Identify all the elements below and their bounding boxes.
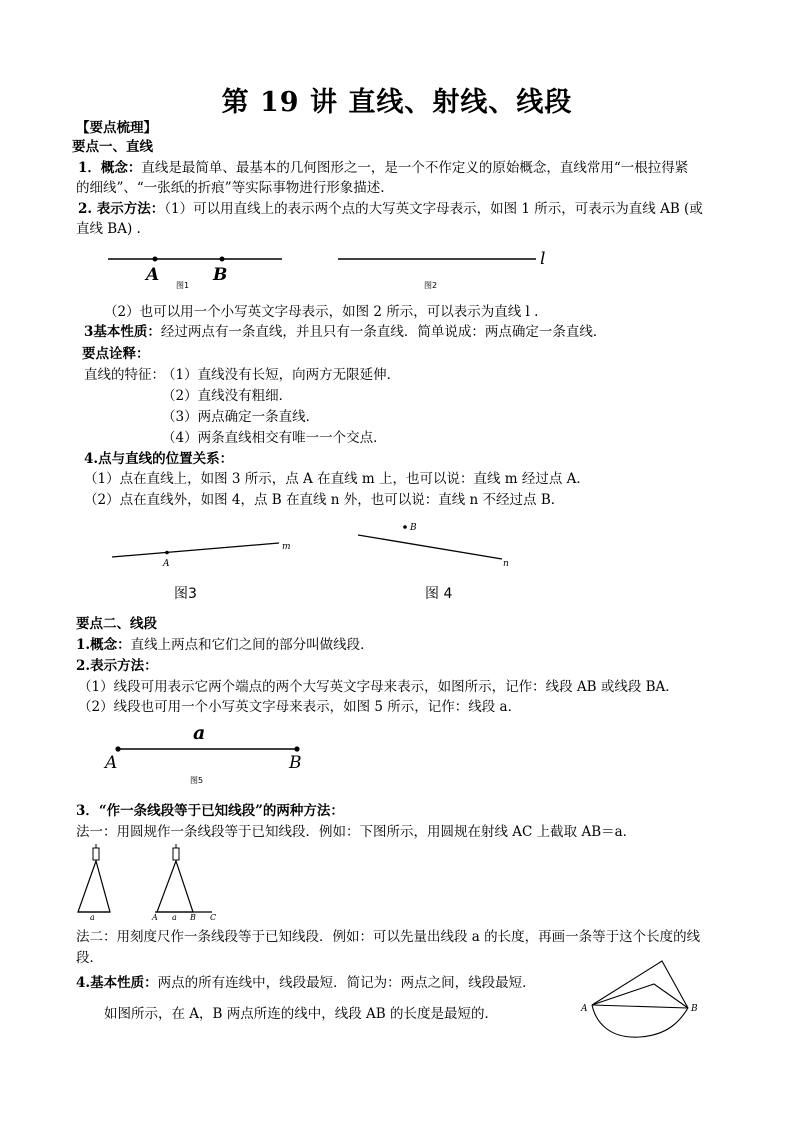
feature-item: （1）直线没有长短，向两方无限延伸． — [162, 367, 401, 383]
point-b — [220, 257, 225, 262]
summary-heading: 【要点梳理】 — [76, 120, 157, 136]
page-title: 第 19 讲 直线、射线、线段 — [221, 87, 573, 118]
concept-paragraph — [78, 158, 688, 178]
label-l: l — [540, 249, 546, 269]
segment-concept-text: 直线上两点和它们之间的部分叫做线段． — [130, 637, 374, 653]
concept-text-cont: 的细线”、“一张纸的折痕”等实际事物进行形象描述. — [76, 180, 385, 196]
label-endpoint-a: A — [105, 753, 118, 773]
position-text-2: （2）点在直线外，如图 4，点 B 在直线 n 外，也可以说：直线 n 不经过点 B． — [84, 492, 565, 508]
concept-text: 直线是最简单、最基本的几何图形之一，是一个不作定义的原始概念，直线常用“一根拉得紧 — [141, 160, 689, 176]
section-heading-line: 要点一、直线 — [72, 139, 153, 155]
curved-path — [592, 1005, 688, 1037]
property-paragraph — [84, 322, 606, 342]
position-text-1: （1）点在直线上，如图 3 所示，点 A 在直线 m 上，也可以说：直线 m 经过点 A． — [84, 471, 590, 487]
shortest-path-figure — [570, 955, 710, 1045]
label-b: B — [213, 265, 228, 285]
repr-text-cont: 直线 BA) . — [76, 221, 141, 237]
method-1: 法一：用圆规作一条线段等于已知线段．例如：下图所示，用圆规在射线 AC 上截取 AB＝a． — [76, 824, 637, 840]
feature-item: （3）两点确定一条直线． — [162, 409, 320, 425]
method-2: 法二：用刻度尺作一条线段等于已知线段．例如：可以先量出线段 a 的长度，再画一条等于这个长度的线 — [76, 929, 701, 945]
segment-property-example: 如图所示，在 A，B 两点所连的线中，线段 AB 的长度是最短的． — [104, 1006, 499, 1022]
point-b-off-n — [403, 525, 407, 529]
figure-3-4 — [0, 515, 794, 605]
compass1-label-a: a — [90, 913, 95, 922]
figure-5 — [0, 720, 794, 788]
position-label: 4.点与直线的位置关系： — [84, 451, 234, 467]
repr-label: 2. 表示方法： — [78, 201, 165, 217]
method-label: 3．“作一条线段等于已知线段”的两种方法： — [76, 803, 344, 819]
label-b-fig4: B — [410, 523, 417, 533]
compass2-label-a-lower: a — [172, 913, 177, 922]
compass2-label-c: C — [210, 913, 217, 922]
label-segment-a: a — [193, 722, 206, 744]
broken-path-upper — [592, 961, 688, 1008]
repr-paragraph — [78, 199, 703, 219]
explanation-label: 要点诠释： — [82, 346, 150, 362]
feature-item: （4）两条直线相交有唯一一个交点． — [162, 430, 387, 446]
label-a-shortest: A — [581, 1004, 588, 1014]
label-endpoint-b: B — [289, 753, 302, 773]
feature-item: （2）直线没有粗细． — [162, 388, 293, 404]
figure-1-2 — [0, 240, 794, 295]
point-a — [153, 257, 158, 262]
line-m — [112, 543, 279, 557]
segment-concept — [76, 635, 374, 655]
fig5-caption: 图5 — [190, 776, 204, 785]
segment-repr-1: （1）线段可用表示它两个端点的两个大写英文字母来表示，如图所示，记作：线段 AB 或线段 BA． — [78, 679, 679, 695]
fig1-caption: 图1 — [176, 281, 190, 290]
segment-concept-label: 1.概念： — [76, 637, 131, 653]
compass-figures — [0, 840, 794, 925]
property-text: 经过两点有一条直线，并且只有一条直线．简单说成：两点确定一条直线． — [160, 324, 607, 340]
fig3-caption: 图3 — [174, 586, 197, 602]
label-a-fig3: A — [163, 559, 170, 569]
compass-1 — [78, 844, 110, 922]
line-n — [358, 535, 502, 559]
label-a: A — [146, 265, 160, 285]
label-b-shortest: B — [691, 1004, 698, 1014]
point-a-on-m — [165, 551, 169, 555]
endpoint-a — [115, 746, 120, 751]
compass-2 — [151, 844, 216, 922]
property-label: 3基本性质： — [84, 324, 161, 340]
segment-repr-2: （2）线段也可用一个小写英文字母来表示，如图 5 所示，记作：线段 a． — [78, 699, 522, 715]
segment-property-label: 4.基本性质： — [76, 975, 158, 991]
method-2-cont: 段． — [76, 950, 103, 966]
compass2-label-b: B — [190, 913, 196, 922]
segment-property — [76, 973, 536, 993]
section-heading-segment: 要点二、线段 — [76, 616, 157, 632]
label-m: m — [282, 542, 291, 552]
segment-repr-label: 2.表示方法： — [76, 658, 158, 674]
repr-text: （1）可以用直线上的表示两个点的大写英文字母表示，如图 1 所示，可表示为直线 AB (或 — [164, 201, 703, 217]
fig4-caption: 图 4 — [425, 586, 453, 602]
compass2-label-a-upper: A — [152, 913, 158, 922]
label-n: n — [503, 559, 509, 569]
straight-segment-ab — [592, 1005, 688, 1008]
concept-label: 1．概念： — [78, 160, 142, 176]
fig2-caption: 图2 — [424, 281, 438, 290]
segment-property-text: 两点的所有连线中，线段最短．简记为：两点之间，线段最短． — [157, 975, 536, 991]
repr-text-2: （2）也可以用一个小写英文字母表示，如图 2 所示，可以表示为直线 l . — [104, 304, 539, 320]
features-label: 直线的特征： — [84, 367, 165, 383]
endpoint-b — [294, 746, 299, 751]
